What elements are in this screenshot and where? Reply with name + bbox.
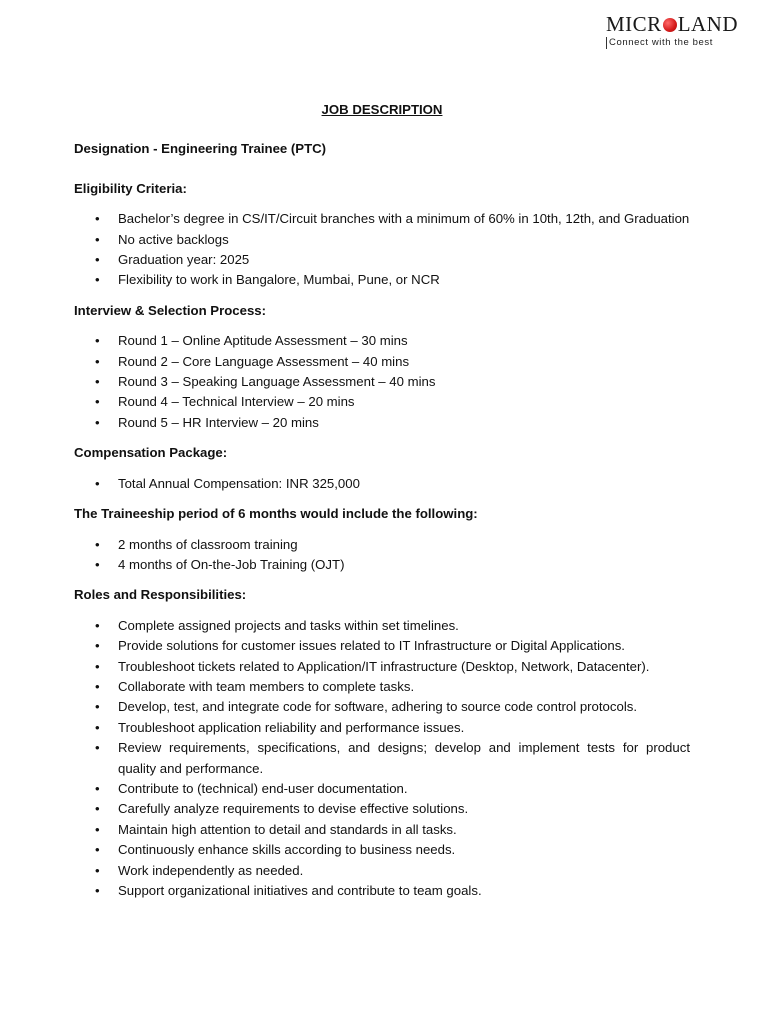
list-item xyxy=(74,861,690,881)
list-item-text: Total Annual Compensation: INR 325,000 xyxy=(118,475,360,491)
list-item xyxy=(74,535,690,555)
bullet-icon: • xyxy=(95,617,100,633)
bullet-list xyxy=(74,331,690,433)
section-heading: Roles and Responsibilities: xyxy=(74,587,247,603)
bullet-icon: • xyxy=(95,231,100,247)
bullet-icon: • xyxy=(95,353,100,369)
bullet-list xyxy=(74,616,690,902)
list-item xyxy=(74,738,690,779)
list-item xyxy=(74,372,690,392)
bullet-icon: • xyxy=(95,883,100,898)
bullet-icon: • xyxy=(95,801,100,817)
list-item-text: Review requirements, specifications, and designs; develop and implement tests for product quality and performance. xyxy=(118,740,690,776)
list-item xyxy=(74,820,690,840)
list-item xyxy=(74,230,690,250)
bullet-icon: • xyxy=(95,374,100,390)
list-item-text: Flexibility to work in Bangalore, Mumbai, Pune, or NCR xyxy=(118,272,440,288)
designation-heading: Designation - Engineering Trainee (PTC) xyxy=(74,141,327,157)
logo-tagline: Connect with the best xyxy=(606,37,746,49)
bullet-icon: • xyxy=(95,475,100,491)
bullet-icon: • xyxy=(95,719,100,735)
list-item-text: Troubleshoot tickets related to Application/IT infrastructure (Desktop, Network, Datacenter). xyxy=(118,658,650,674)
list-item-text: Round 3 – Speaking Language Assessment – 40 mins xyxy=(118,374,436,390)
list-item xyxy=(74,270,690,290)
list-item-text: Maintain high attention to detail and standards in all tasks. xyxy=(118,821,457,837)
section-heading: The Traineeship period of 6 months would include the following: xyxy=(74,506,478,522)
list-item xyxy=(74,881,690,901)
bullet-icon: • xyxy=(95,821,100,837)
list-item-text: Bachelor’s degree in CS/IT/Circuit branches with a minimum of 60% in 10th, 12th, and Graduation xyxy=(118,211,690,227)
list-item-text: Develop, test, and integrate code for software, adhering to source code control protocols. xyxy=(118,699,638,715)
logo-wordmark xyxy=(606,12,746,36)
list-item xyxy=(74,352,690,372)
bullet-list xyxy=(74,474,690,494)
list-item xyxy=(74,209,690,229)
list-item-text: Provide solutions for customer issues related to IT Infrastructure or Digital Applications. xyxy=(118,638,625,654)
bullet-icon: • xyxy=(95,394,100,410)
list-item xyxy=(74,250,690,270)
bullet-icon: • xyxy=(95,333,100,349)
logo-word-start: MICR xyxy=(606,12,662,36)
list-item xyxy=(74,413,690,433)
list-item xyxy=(74,555,690,575)
list-item-text: Collaborate with team members to complete tasks. xyxy=(118,678,415,694)
bullet-icon: • xyxy=(95,252,100,268)
bullet-icon: • xyxy=(95,862,100,878)
list-item xyxy=(74,392,690,412)
bullet-icon: • xyxy=(95,556,100,572)
bullet-list xyxy=(74,209,690,291)
bullet-icon: • xyxy=(95,414,100,430)
list-item xyxy=(74,799,690,819)
bullet-icon: • xyxy=(95,842,100,858)
list-item xyxy=(74,718,690,738)
list-item xyxy=(74,636,690,656)
page-title: JOB DESCRIPTION xyxy=(321,102,443,117)
list-item-text: Troubleshoot application reliability and performance issues. xyxy=(118,719,465,735)
list-item xyxy=(74,616,690,636)
list-item xyxy=(74,697,690,717)
microland-logo xyxy=(606,12,746,49)
list-item xyxy=(74,331,690,351)
list-item xyxy=(74,657,690,677)
list-item-text: Graduation year: 2025 xyxy=(118,252,250,268)
list-item-text: Carefully analyze requirements to devise effective solutions. xyxy=(118,801,469,817)
bullet-icon: • xyxy=(95,536,100,552)
list-item-text: Round 5 – HR Interview – 20 mins xyxy=(118,414,319,430)
document-body xyxy=(74,100,690,911)
list-item-text: 4 months of On-the-Job Training (OJT) xyxy=(118,556,345,572)
list-item-text: Round 4 – Technical Interview – 20 mins xyxy=(118,394,355,410)
bullet-icon: • xyxy=(95,211,100,227)
bullet-icon: • xyxy=(95,658,100,674)
list-item-text: Work independently as needed. xyxy=(118,862,304,878)
list-item-text: 2 months of classroom training xyxy=(118,536,298,552)
list-item-text: Complete assigned projects and tasks within set timelines. xyxy=(118,617,459,633)
list-item xyxy=(74,474,690,494)
list-item-text: Contribute to (technical) end-user documentation. xyxy=(118,780,408,796)
section-heading: Eligibility Criteria: xyxy=(74,180,187,196)
bullet-icon: • xyxy=(95,699,100,715)
logo-word-end: LAND xyxy=(677,12,739,36)
bullet-icon: • xyxy=(95,740,100,756)
section-heading: Interview & Selection Process: xyxy=(74,302,267,318)
bullet-icon: • xyxy=(95,272,100,288)
list-item-text: Support organizational initiatives and contribute to team goals. xyxy=(118,883,482,898)
section-heading: Compensation Package: xyxy=(74,445,228,461)
list-item-text: Continuously enhance skills according to business needs. xyxy=(118,842,456,858)
bullet-icon: • xyxy=(95,780,100,796)
bullet-icon: • xyxy=(95,638,100,654)
list-item xyxy=(74,840,690,860)
list-item-text: Round 2 – Core Language Assessment – 40 mins xyxy=(118,353,410,369)
sections-container xyxy=(74,179,690,902)
list-item-text: Round 1 – Online Aptitude Assessment – 30 mins xyxy=(118,333,408,349)
list-item xyxy=(74,677,690,697)
bullet-icon: • xyxy=(95,678,100,694)
bullet-list xyxy=(74,535,690,576)
logo-dot-icon xyxy=(663,18,677,32)
list-item-text: No active backlogs xyxy=(118,231,229,247)
list-item xyxy=(74,779,690,799)
